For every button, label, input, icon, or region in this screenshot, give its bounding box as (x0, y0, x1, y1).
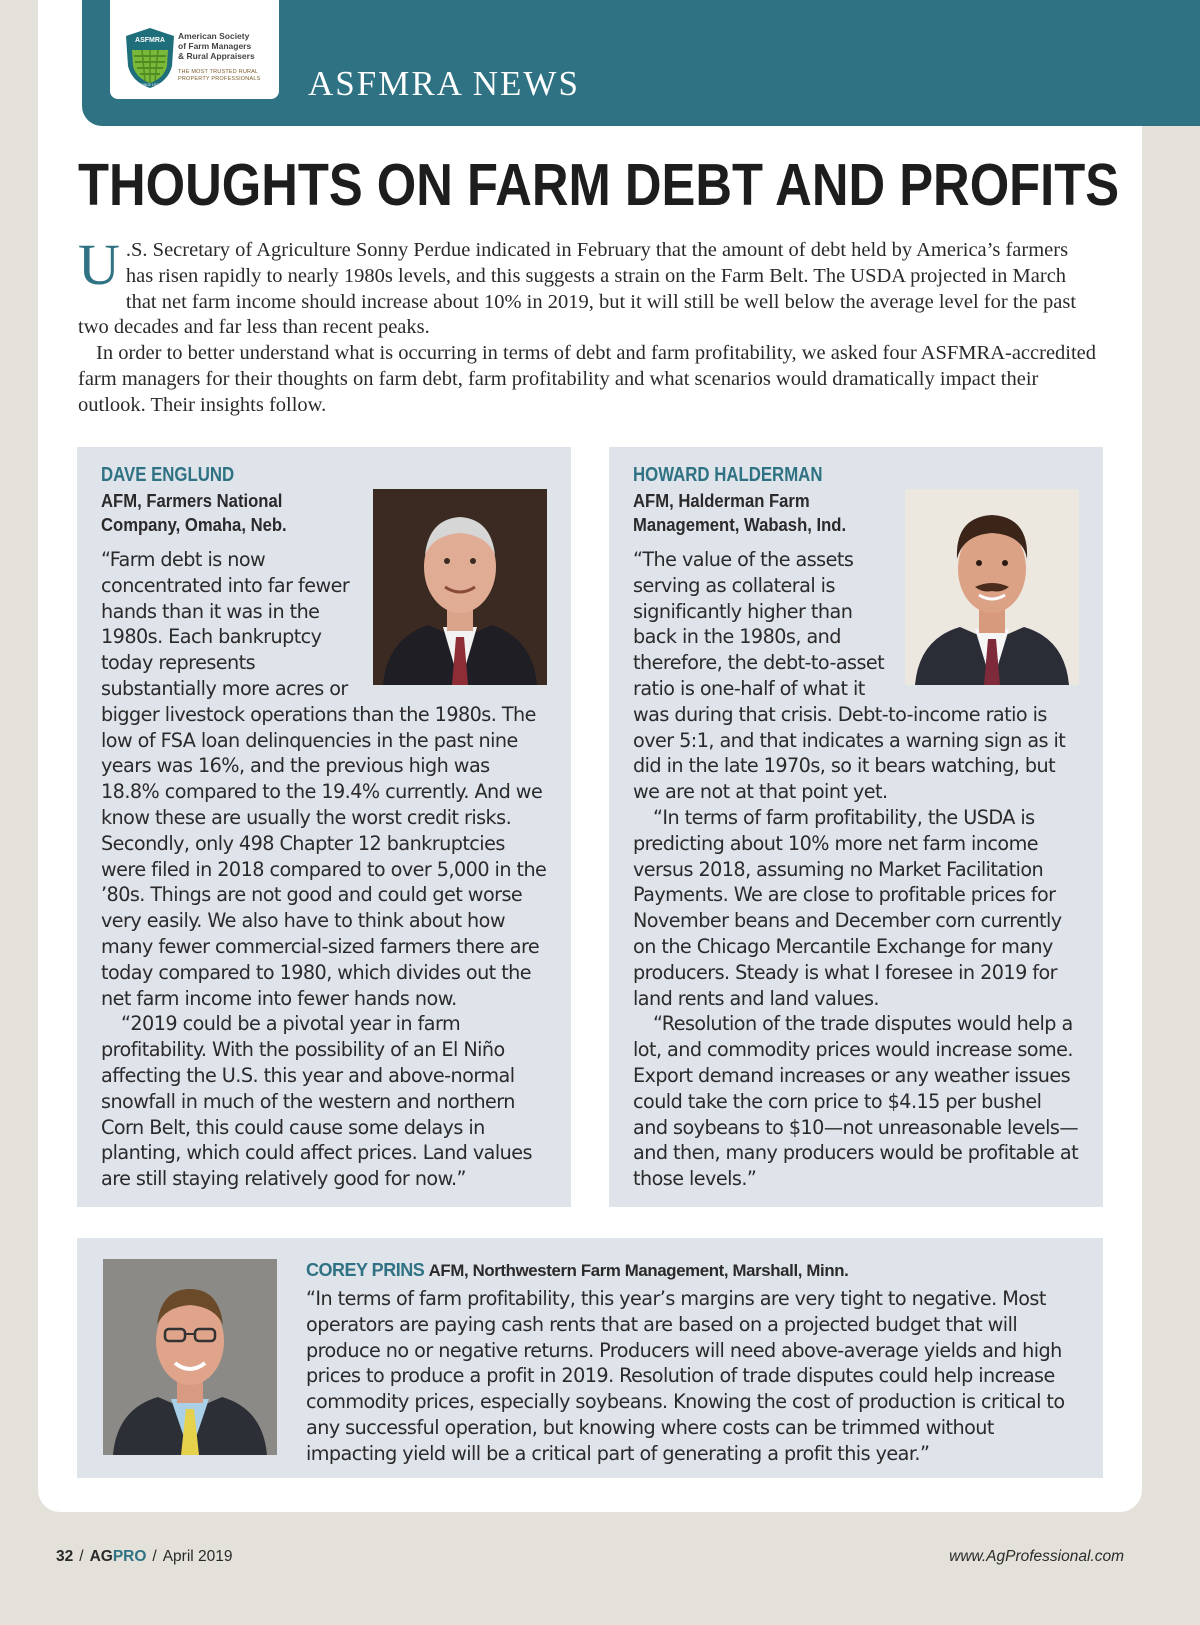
quote-paragraph: “In terms of farm profitability, this year’s margins are very tight to negative. Most operators are paying cash rents that are based on a projected budget that will produce no or negative returns. Producers will need above-average yields and high prices to produce a profit in 2019. Resolution of trade disputes could help increase commodity prices, especially soybeans. Knowing the cost of production is critical to any successful operation, but knowing where costs can be trimmed without impacting yield will be a critical part of generating a profit this year.” (306, 1287, 1065, 1465)
issue-date: April 2019 (162, 1548, 233, 1565)
profile-heading (306, 1256, 1076, 1284)
magazine-name-ag: AG (89, 1548, 113, 1565)
website-url[interactable]: www.AgProfessional.com (949, 1548, 1124, 1565)
logo-tagline-line: PROPERTY PROFESSIONALS (178, 76, 261, 82)
page-edge-strip (1142, 741, 1200, 1521)
logo-since-text: SINCE 1929 (140, 83, 160, 87)
profile-card-dave-englund (77, 447, 571, 1207)
logo-org-name (178, 31, 278, 61)
portrait-photo (103, 1259, 277, 1455)
intro-text: .S. Secretary of Agriculture Sonny Perdue indicated in February that the amount of debt held by America’s farmers has risen rapidly to nearly 1980s levels, and this suggests a strain on the Farm Belt. The USDA projected in March that net farm income should increase about 10% in 2019, but it will still be well below the average level for the past two decades and far less than recent peaks. (78, 239, 1077, 339)
logo-org-line: American Society (178, 31, 250, 41)
logo-tagline-line: THE MOST TRUSTED RURAL (178, 69, 259, 75)
profile-quote (633, 547, 1079, 1192)
intro-paragraph (78, 232, 1098, 341)
man-portrait-icon (373, 489, 547, 685)
footer-separator: / (152, 1548, 157, 1565)
drop-cap: U (78, 232, 120, 297)
article-intro (78, 232, 1098, 419)
profile-affiliation: AFM, Farmers National Company, Omaha, Neb. (101, 490, 287, 535)
article-headline: THOUGHTS ON FARM DEBT AND PROFITS (78, 152, 1120, 218)
portrait-photo (373, 489, 547, 685)
profile-content (306, 1256, 1076, 1467)
portrait-photo (905, 489, 1079, 685)
page-footer (56, 1548, 1124, 1570)
profile-name: DAVE ENGLUND (101, 464, 235, 486)
profile-card-corey-prins (77, 1238, 1103, 1478)
magazine-name (90, 1548, 147, 1565)
profile-name: HOWARD HALDERMAN (633, 464, 823, 486)
profile-affiliation: AFM, Halderman Farm Management, Wabash, Ind. (633, 490, 847, 535)
quote-paragraph: “In terms of farm profitability, the USDA is predicting about 10% more net farm income versus 2018, assuming no Market Facilitation Payments. We are close to profitable prices for November beans and December corn currently on the Chicago Mercantile Exchange for many producers. Steady is what I foresee in 2019 for land rents and land values. (633, 805, 1062, 1010)
profile-quote (101, 547, 547, 1192)
page-number: 32 (56, 1548, 74, 1565)
logo-shield-text: ASFMRA (135, 37, 165, 44)
quote-paragraph: “The value of the assets serving as collateral is significantly higher than back in the 1980s, and therefore, the debt-to-asset ratio is one-half of what it was during that crisis. Debt-to-income ratio is over 5:1, and that indicates a warning sign as it did in the late 1970s, so it bears watching, but we are not at that point yet. (633, 548, 1066, 804)
quote-paragraph: “Resolution of the trade disputes would help a lot, and commodity prices would increase some. Export demand increases or any weather issues could take the corn price to $4.15 per bushel and soybeans to $10—not unreasonable levels—and then, many producers would be profitable at those levels.” (633, 1012, 1079, 1191)
footer-separator: / (79, 1548, 84, 1565)
intro-paragraph: In order to better understand what is occurring in terms of debt and farm profitability, we asked four ASFMRA-accredited farm managers for their thoughts on farm debt, farm profitability and what scenarios would dramatically impact their outlook. Their insights follow. (78, 342, 1097, 416)
asfmra-shield-icon (124, 26, 176, 90)
profile-card-howard-halderman (609, 447, 1103, 1207)
logo-tagline (178, 69, 278, 83)
logo-org-line: & Rural Appraisers (178, 51, 255, 61)
profile-affiliation: AFM, Northwestern Farm Management, Marshall, Minn. (428, 1261, 849, 1280)
quote-paragraph: “2019 could be a pivotal year in farm profitability. With the possibility of an El Niño affecting the U.S. this year and above-normal snowfall in much of the western and northern Corn Belt, this could cause some delays in planting, which could affect prices. Land values are still staying relatively good for now.” (101, 1012, 532, 1191)
asfmra-logo (110, 0, 279, 99)
section-label: ASFMRA NEWS (308, 64, 580, 103)
logo-org-line: of Farm Managers (178, 41, 252, 51)
profile-quote (306, 1286, 1076, 1467)
quote-paragraph: “Farm debt is now concentrated into far fewer hands than it was in the 1980s. Each bankruptcy today represents substantially more acres or bigger livestock operations than the 1980s. The low of FSA loan delinquencies in the past nine years was 16%, and the previous high was 18.8% compared to the 19.4% currently. And we know these are usually the worst credit risks. Secondly, only 498 Chapter 12 bankruptcies were filed in 2018 compared to over 5,000 in the ’80s. Things are not good and could get worse very easily. We also have to think about how many fewer commercial-sized farmers there are today compared to 1980, which divides out the net farm income into fewer hands now. (101, 548, 547, 1010)
man-portrait-icon (103, 1259, 277, 1455)
magazine-name-pro: PRO (112, 1548, 147, 1565)
man-portrait-icon (905, 489, 1079, 685)
profile-name: COREY PRINS (306, 1260, 425, 1280)
